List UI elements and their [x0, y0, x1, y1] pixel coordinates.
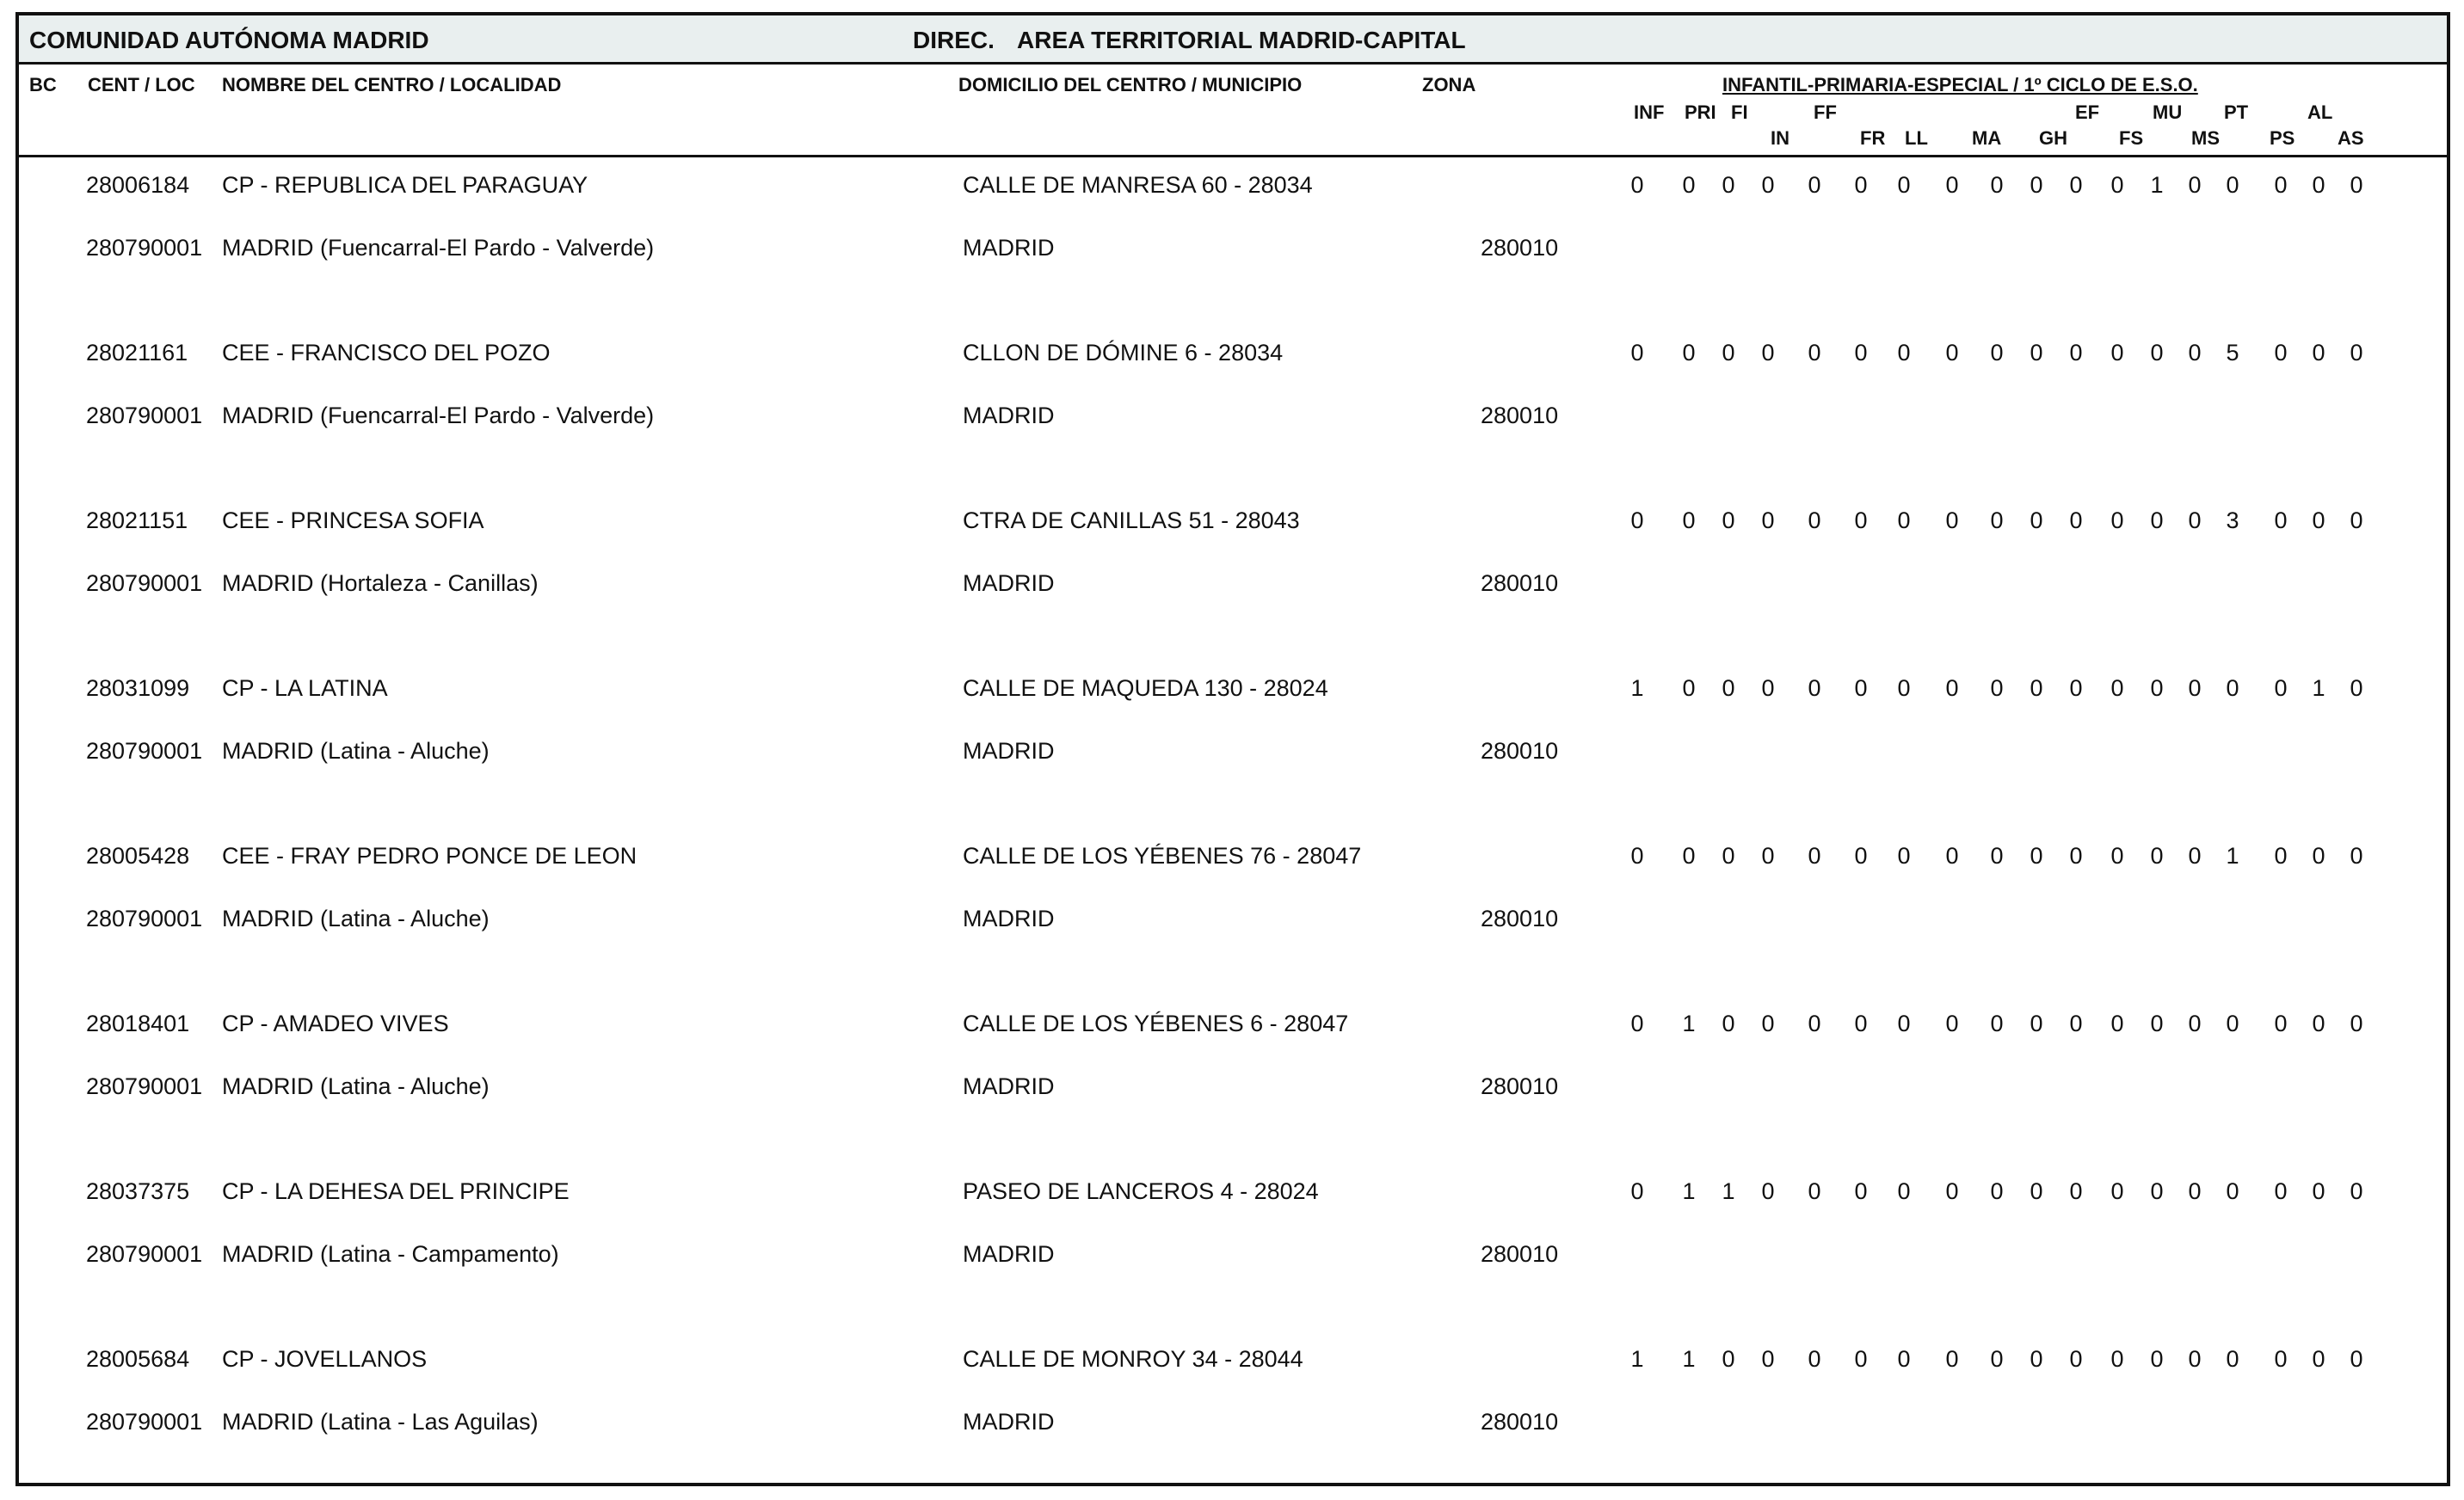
municipio: MADRID: [963, 235, 1055, 261]
zona-code: 280010: [1481, 403, 1559, 428]
count-value: 0: [2030, 1178, 2043, 1204]
municipio: MADRID: [963, 570, 1055, 596]
zona-code: 280010: [1481, 570, 1559, 596]
locality-code: 280790001: [86, 1073, 203, 1099]
count-value: 0: [2274, 1011, 2288, 1036]
center-name: CEE - FRANCISCO DEL POZO: [222, 340, 551, 366]
count-value: 0: [2274, 507, 2288, 533]
center-name: CEE - FRAY PEDRO PONCE DE LEON: [222, 843, 638, 869]
count-value: 0: [2274, 172, 2288, 198]
count-value: 0: [1854, 340, 1868, 366]
count-value: 0: [2226, 172, 2239, 198]
count-value: 0: [1897, 675, 1911, 701]
locality-name: MADRID (Fuencarral-El Pardo - Valverde): [222, 403, 655, 428]
code-ll: LL: [1905, 127, 1928, 149]
count-value: 0: [2350, 1346, 2363, 1372]
count-value: 0: [1990, 1346, 2004, 1372]
count-value: 1: [1630, 1346, 1644, 1372]
count-value: 0: [2274, 1346, 2288, 1372]
count-value: 0: [2030, 1011, 2043, 1036]
count-value: 0: [1808, 1011, 1821, 1036]
count-value: 0: [1945, 1011, 1959, 1036]
zona-code: 280010: [1481, 1241, 1559, 1267]
count-value: 0: [2312, 1346, 2325, 1372]
center-code: 28031099: [86, 675, 190, 701]
count-value: 0: [1630, 843, 1644, 869]
count-value: 0: [1897, 1178, 1911, 1204]
count-value: 0: [1682, 675, 1696, 701]
count-value: 0: [1945, 1178, 1959, 1204]
count-value: 0: [2188, 507, 2202, 533]
municipio: MADRID: [963, 1409, 1055, 1435]
center-code: 28021151: [86, 507, 188, 533]
count-value: 0: [2312, 172, 2325, 198]
count-value: 0: [1722, 675, 1735, 701]
count-value: 0: [1722, 507, 1735, 533]
count-value: 0: [1854, 675, 1868, 701]
count-value: 0: [1682, 843, 1696, 869]
count-value: 0: [1945, 172, 1959, 198]
locality-name: MADRID (Fuencarral-El Pardo - Valverde): [222, 235, 655, 261]
count-value: 0: [2030, 172, 2043, 198]
code-ma: MA: [1972, 127, 2002, 149]
col-nombre: NOMBRE DEL CENTRO / LOCALIDAD: [222, 74, 562, 95]
count-value: 0: [1630, 507, 1644, 533]
center-code: 28006184: [86, 172, 190, 198]
center-address: PASEO DE LANCEROS 4 - 28024: [963, 1178, 1319, 1204]
count-value: 0: [2069, 507, 2083, 533]
code-mu: MU: [2153, 101, 2183, 123]
count-value: 3: [2226, 507, 2239, 533]
center-address: CALLE DE LOS YÉBENES 6 - 28047: [963, 1011, 1349, 1036]
municipio: MADRID: [963, 1241, 1055, 1267]
count-value: 0: [2350, 507, 2363, 533]
center-name: CP - JOVELLANOS: [222, 1346, 428, 1372]
count-value: 0: [2350, 675, 2363, 701]
count-value: 0: [1945, 1346, 1959, 1372]
count-value: 0: [2150, 675, 2164, 701]
count-value: 0: [1761, 843, 1775, 869]
count-value: 0: [1722, 1011, 1735, 1036]
count-value: 0: [2069, 675, 2083, 701]
direc-value: AREA TERRITORIAL MADRID-CAPITAL: [1017, 27, 1466, 53]
count-value: 5: [2226, 340, 2239, 366]
center-code: 28037375: [86, 1178, 190, 1204]
count-value: 0: [1990, 843, 2004, 869]
count-value: 0: [1945, 507, 1959, 533]
center-address: CALLE DE MANRESA 60 - 28034: [963, 172, 1313, 198]
count-value: 0: [2110, 675, 2124, 701]
count-value: 0: [1630, 340, 1644, 366]
report-banner: [19, 15, 2447, 65]
count-value: 0: [2150, 1178, 2164, 1204]
col-domicilio: DOMICILIO DEL CENTRO / MUNICIPIO: [958, 74, 1303, 95]
count-value: 0: [2069, 1178, 2083, 1204]
count-value: 0: [2069, 843, 2083, 869]
count-value: 0: [2350, 340, 2363, 366]
report-frame: [15, 12, 2450, 1486]
center-address: CLLON DE DÓMINE 6 - 28034: [963, 340, 1284, 366]
locality-code: 280790001: [86, 1409, 203, 1435]
count-value: 0: [1990, 1178, 2004, 1204]
count-value: 0: [2188, 172, 2202, 198]
center-code: 28021161: [86, 340, 188, 366]
count-value: 0: [1682, 340, 1696, 366]
count-value: 0: [2110, 1178, 2124, 1204]
count-value: 0: [1808, 675, 1821, 701]
center-name: CP - LA LATINA: [222, 675, 388, 701]
center-name: CP - REPUBLICA DEL PARAGUAY: [222, 172, 588, 198]
count-value: 0: [1761, 1011, 1775, 1036]
count-value: 0: [1945, 843, 1959, 869]
count-value: 0: [2188, 843, 2202, 869]
count-value: 0: [2312, 1178, 2325, 1204]
count-value: 1: [1630, 675, 1644, 701]
zona-code: 280010: [1481, 738, 1559, 764]
count-value: 0: [2110, 507, 2124, 533]
direc-label: DIREC.: [913, 27, 995, 53]
count-value: 0: [2150, 1346, 2164, 1372]
code-fs: FS: [2119, 127, 2144, 149]
count-value: 0: [2110, 843, 2124, 869]
count-value: 0: [2312, 507, 2325, 533]
center-code: 28005428: [86, 843, 190, 869]
municipio: MADRID: [963, 738, 1055, 764]
count-value: 0: [1808, 340, 1821, 366]
count-value: 0: [1808, 172, 1821, 198]
zona-code: 280010: [1481, 1073, 1559, 1099]
count-value: 0: [1990, 1011, 2004, 1036]
code-ff: FF: [1814, 101, 1837, 123]
locality-name: MADRID (Latina - Campamento): [222, 1241, 559, 1267]
count-value: 0: [2226, 675, 2239, 701]
count-value: 0: [2226, 1011, 2239, 1036]
count-value: 0: [1897, 172, 1911, 198]
count-value: 0: [1990, 675, 2004, 701]
count-value: 0: [1761, 507, 1775, 533]
count-value: 0: [2274, 1178, 2288, 1204]
locality-code: 280790001: [86, 403, 203, 428]
count-value: 0: [1761, 340, 1775, 366]
count-value: 0: [1897, 507, 1911, 533]
count-value: 0: [2188, 675, 2202, 701]
count-value: 0: [2188, 340, 2202, 366]
center-address: CALLE DE LOS YÉBENES 76 - 28047: [963, 843, 1362, 869]
count-value: 0: [1722, 843, 1735, 869]
count-value: 0: [2274, 675, 2288, 701]
count-value: 0: [2188, 1346, 2202, 1372]
count-value: 0: [2188, 1011, 2202, 1036]
zona-code: 280010: [1481, 235, 1559, 261]
locality-name: MADRID (Latina - Aluche): [222, 906, 490, 931]
zona-code: 280010: [1481, 1409, 1559, 1435]
count-value: 0: [2069, 1346, 2083, 1372]
count-value: 0: [1854, 172, 1868, 198]
locality-code: 280790001: [86, 570, 203, 596]
count-value: 0: [2312, 1011, 2325, 1036]
count-value: 0: [1808, 507, 1821, 533]
count-value: 0: [1897, 1011, 1911, 1036]
count-value: 0: [1630, 1011, 1644, 1036]
count-value: 0: [2030, 340, 2043, 366]
count-value: 0: [1630, 172, 1644, 198]
count-value: 1: [1722, 1178, 1735, 1204]
count-value: 0: [1682, 172, 1696, 198]
count-value: 0: [2030, 675, 2043, 701]
count-value: 0: [1897, 843, 1911, 869]
count-value: 0: [1808, 1178, 1821, 1204]
locality-code: 280790001: [86, 906, 203, 931]
count-value: 0: [2069, 172, 2083, 198]
count-value: 0: [2188, 1178, 2202, 1204]
code-pri: PRI: [1685, 101, 1716, 123]
count-value: 0: [1722, 340, 1735, 366]
header-divider: [19, 155, 2447, 157]
code-as: AS: [2338, 127, 2364, 149]
count-value: 0: [1761, 1346, 1775, 1372]
count-value: 0: [2110, 340, 2124, 366]
center-name: CEE - PRINCESA SOFIA: [222, 507, 484, 533]
count-value: 0: [2030, 843, 2043, 869]
count-value: 0: [1897, 1346, 1911, 1372]
count-value: 0: [2312, 340, 2325, 366]
count-value: 0: [1854, 507, 1868, 533]
code-fr: FR: [1860, 127, 1886, 149]
count-value: 0: [1761, 1178, 1775, 1204]
count-value: 0: [1854, 1011, 1868, 1036]
locality-code: 280790001: [86, 738, 203, 764]
count-value: 0: [2150, 340, 2164, 366]
center-name: CP - AMADEO VIVES: [222, 1011, 449, 1036]
code-in: IN: [1771, 127, 1789, 149]
col-bc: BC: [29, 74, 57, 95]
count-value: 0: [2110, 1011, 2124, 1036]
count-value: 1: [2312, 675, 2325, 701]
zona-code: 280010: [1481, 906, 1559, 931]
count-value: 0: [1945, 675, 1959, 701]
locality-name: MADRID (Latina - Aluche): [222, 738, 490, 764]
code-ef: EF: [2075, 101, 2100, 123]
count-value: 0: [1854, 1346, 1868, 1372]
count-value: 1: [2226, 843, 2239, 869]
col-group-title: INFANTIL-PRIMARIA-ESPECIAL / 1º CICLO DE E.S.O.: [1722, 74, 2198, 95]
count-value: 0: [1761, 675, 1775, 701]
count-value: 0: [2110, 1346, 2124, 1372]
count-value: 0: [2350, 1178, 2363, 1204]
center-address: CALLE DE MONROY 34 - 28044: [963, 1346, 1303, 1372]
count-value: 0: [1761, 172, 1775, 198]
center-address: CALLE DE MAQUEDA 130 - 28024: [963, 675, 1328, 701]
count-value: 1: [2150, 172, 2164, 198]
count-value: 0: [2274, 340, 2288, 366]
count-value: 0: [2150, 1011, 2164, 1036]
count-value: 0: [1897, 340, 1911, 366]
code-fi: FI: [1731, 101, 1748, 123]
count-value: 0: [2150, 507, 2164, 533]
locality-code: 280790001: [86, 235, 203, 261]
count-value: 0: [2150, 843, 2164, 869]
code-ps: PS: [2270, 127, 2295, 149]
locality-name: MADRID (Latina - Las Aguilas): [222, 1409, 539, 1435]
code-pt: PT: [2224, 101, 2249, 123]
count-value: 0: [2274, 843, 2288, 869]
count-value: 0: [1854, 1178, 1868, 1204]
municipio: MADRID: [963, 906, 1055, 931]
locality-name: MADRID (Latina - Aluche): [222, 1073, 490, 1099]
count-value: 0: [1854, 843, 1868, 869]
count-value: 0: [1990, 172, 2004, 198]
count-value: 0: [1808, 843, 1821, 869]
count-value: 1: [1682, 1346, 1696, 1372]
count-value: 0: [1722, 1346, 1735, 1372]
count-value: 0: [2312, 843, 2325, 869]
code-gh: GH: [2039, 127, 2067, 149]
count-value: 0: [2350, 843, 2363, 869]
count-value: 0: [2030, 1346, 2043, 1372]
count-value: 0: [1945, 340, 1959, 366]
count-value: 0: [2350, 1011, 2363, 1036]
center-address: CTRA DE CANILLAS 51 - 28043: [963, 507, 1300, 533]
count-value: 0: [1990, 507, 2004, 533]
center-code: 28018401: [86, 1011, 190, 1036]
count-value: 0: [2350, 172, 2363, 198]
municipio: MADRID: [963, 1073, 1055, 1099]
municipio: MADRID: [963, 403, 1055, 428]
center-name: CP - LA DEHESA DEL PRINCIPE: [222, 1178, 570, 1204]
col-zona: ZONA: [1422, 74, 1476, 95]
code-al: AL: [2307, 101, 2333, 123]
count-value: 0: [2226, 1346, 2239, 1372]
count-value: 0: [1630, 1178, 1644, 1204]
count-value: 0: [2226, 1178, 2239, 1204]
count-value: 0: [2030, 507, 2043, 533]
count-value: 0: [1990, 340, 2004, 366]
col-cent-loc: CENT / LOC: [88, 74, 195, 95]
count-value: 0: [1722, 172, 1735, 198]
count-value: 0: [2069, 1011, 2083, 1036]
count-value: 0: [2069, 340, 2083, 366]
count-value: 0: [1808, 1346, 1821, 1372]
locality-code: 280790001: [86, 1241, 203, 1267]
count-value: 0: [1682, 507, 1696, 533]
count-value: 1: [1682, 1011, 1696, 1036]
count-value: 0: [2110, 172, 2124, 198]
code-inf: INF: [1634, 101, 1665, 123]
count-value: 1: [1682, 1178, 1696, 1204]
code-ms: MS: [2191, 127, 2220, 149]
region-title: COMUNIDAD AUTÓNOMA MADRID: [29, 27, 429, 53]
center-code: 28005684: [86, 1346, 190, 1372]
locality-name: MADRID (Hortaleza - Canillas): [222, 570, 539, 596]
